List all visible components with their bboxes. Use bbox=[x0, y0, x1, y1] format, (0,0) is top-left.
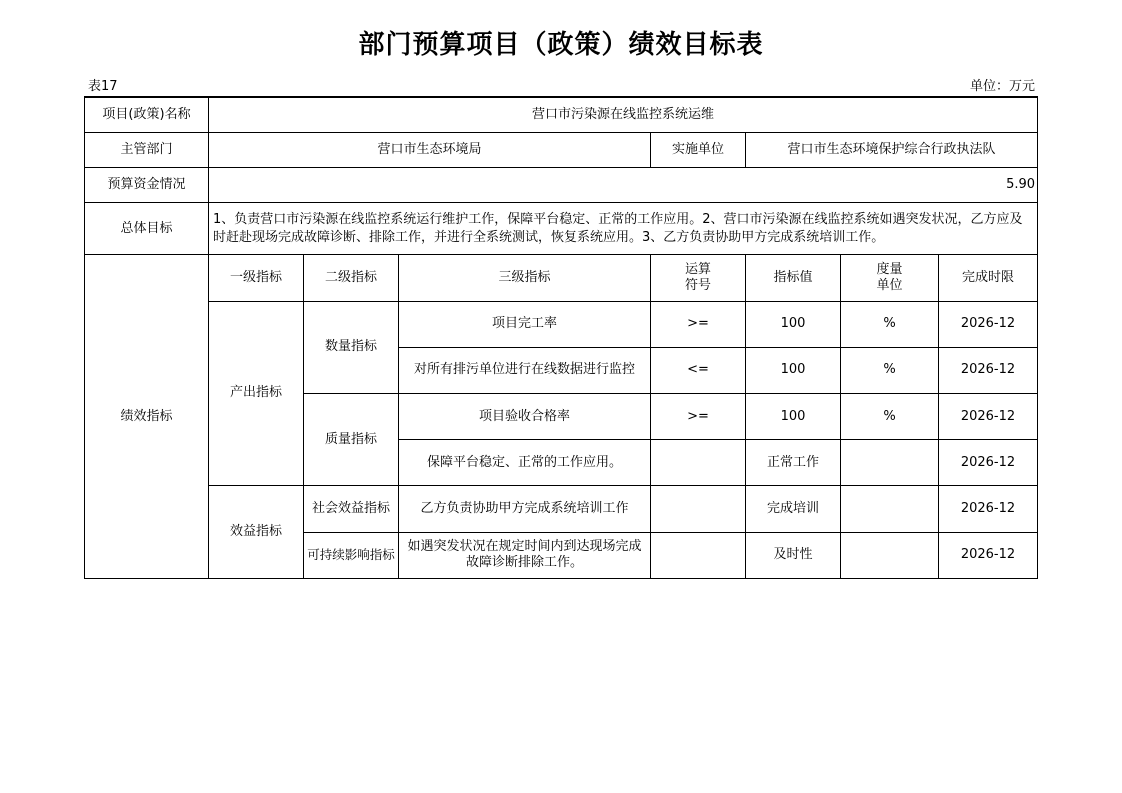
group-benefit: 效益指标 bbox=[209, 486, 304, 579]
performance-table bbox=[84, 96, 1038, 579]
header-unit bbox=[841, 255, 939, 301]
header-value: 指标值 bbox=[746, 255, 841, 301]
row6-level3: 如遇突发状况在规定时间内到达现场完成故障诊断排除工作。 bbox=[399, 532, 651, 578]
row3-value: 100 bbox=[746, 393, 841, 439]
group-output: 产出指标 bbox=[209, 301, 304, 486]
project-name-value: 营口市污染源在线监控系统运维 bbox=[209, 97, 1038, 132]
table-number: 表17 bbox=[88, 79, 118, 94]
budget-value: 5.90 bbox=[209, 167, 1038, 202]
row5-value: 完成培训 bbox=[746, 486, 841, 532]
table-row bbox=[85, 486, 1038, 532]
row5-operator bbox=[651, 486, 746, 532]
row4-operator bbox=[651, 440, 746, 486]
overall-goal-value: 1、负责营口市污染源在线监控系统运行维护工作，保障平台稳定、正常的工作应用。2、营口市污染源在线监控系统如遇突发状况，乙方应及时赶赴现场完成故障诊断、排除工作，并进行全系统测试，恢复系统应用。3、乙方负责协助甲方完成系统培训工作。 bbox=[209, 203, 1038, 255]
row1-level3: 项目完工率 bbox=[399, 301, 651, 347]
overall-goal-label: 总体目标 bbox=[85, 203, 209, 255]
row1-operator: >= bbox=[651, 301, 746, 347]
group-quantity: 数量指标 bbox=[304, 301, 399, 393]
row1-unit: % bbox=[841, 301, 939, 347]
row2-operator: <= bbox=[651, 347, 746, 393]
row4-unit bbox=[841, 440, 939, 486]
group-sustain: 可持续影响指标 bbox=[304, 532, 399, 578]
header-unit-text: 度量 单位 bbox=[876, 261, 903, 293]
row5-level3: 乙方负责协助甲方完成系统培训工作 bbox=[399, 486, 651, 532]
header-deadline: 完成时限 bbox=[939, 255, 1038, 301]
row3-unit: % bbox=[841, 393, 939, 439]
row1-value: 100 bbox=[746, 301, 841, 347]
row3-deadline: 2026-12 bbox=[939, 393, 1038, 439]
row4-deadline: 2026-12 bbox=[939, 440, 1038, 486]
budget-label: 预算资金情况 bbox=[85, 167, 209, 202]
row5-unit bbox=[841, 486, 939, 532]
row5-deadline: 2026-12 bbox=[939, 486, 1038, 532]
row3-level3: 项目验收合格率 bbox=[399, 393, 651, 439]
row2-value: 100 bbox=[746, 347, 841, 393]
header-level1: 一级指标 bbox=[209, 255, 304, 301]
row4-level3: 保障平台稳定、正常的工作应用。 bbox=[399, 440, 651, 486]
header-level2: 二级指标 bbox=[304, 255, 399, 301]
header-operator bbox=[651, 255, 746, 301]
project-name-label: 项目(政策)名称 bbox=[85, 97, 209, 132]
row4-value: 正常工作 bbox=[746, 440, 841, 486]
impl-unit-label: 实施单位 bbox=[651, 132, 746, 167]
group-social: 社会效益指标 bbox=[304, 486, 399, 532]
group-quality: 质量指标 bbox=[304, 393, 399, 485]
dept-value: 营口市生态环境局 bbox=[209, 132, 651, 167]
row6-value: 及时性 bbox=[746, 532, 841, 578]
row6-unit bbox=[841, 532, 939, 578]
perf-indicator-label: 绩效指标 bbox=[85, 255, 209, 579]
unit-label: 单位：万元 bbox=[969, 79, 1035, 94]
row1-deadline: 2026-12 bbox=[939, 301, 1038, 347]
row6-operator bbox=[651, 532, 746, 578]
row3-operator: >= bbox=[651, 393, 746, 439]
row2-unit: % bbox=[841, 347, 939, 393]
page-title: 部门预算项目（政策）绩效目标表 bbox=[358, 30, 764, 60]
row6-deadline: 2026-12 bbox=[939, 532, 1038, 578]
impl-unit-value: 营口市生态环境保护综合行政执法队 bbox=[746, 132, 1038, 167]
row2-deadline: 2026-12 bbox=[939, 347, 1038, 393]
row2-level3: 对所有排污单位进行在线数据进行监控 bbox=[399, 347, 651, 393]
header-operator-text: 运算 符号 bbox=[684, 261, 711, 293]
dept-label: 主管部门 bbox=[85, 132, 209, 167]
header-level3: 三级指标 bbox=[399, 255, 651, 301]
table-row bbox=[85, 301, 1038, 347]
